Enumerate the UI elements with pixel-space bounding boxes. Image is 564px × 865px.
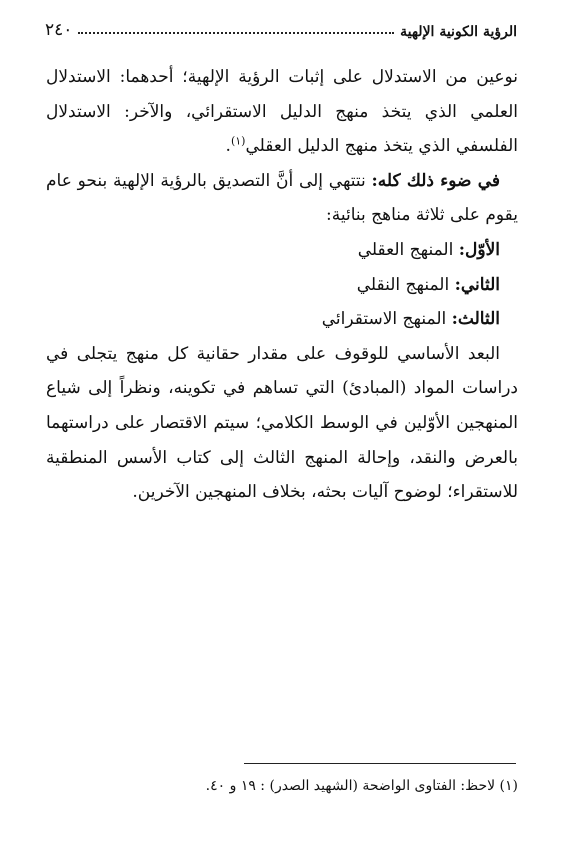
page-header <box>45 14 517 40</box>
paragraph-1-text: نوعين من الاستدلال على إثبات الرؤية الإلهية؛ أحدهما: الاستدلال العلمي الذي يتخذ منهج الدليل الاستقرائي، والآخر: الاستدلال الفلسفي الذي يتخذ منهج الدليل العقلي <box>46 67 518 157</box>
paragraph-1-end: . <box>225 136 231 157</box>
dotted-leader <box>78 32 394 34</box>
paragraph-2-text: نتتهي إلى أنَّ التصديق بالرؤية الإلهية بنحو عام يقوم على ثلاثة مناهج بنائية: <box>46 170 518 226</box>
list-item-second <box>46 268 518 303</box>
list-item-third-text: المنهج الاستقرائي <box>321 309 452 330</box>
footnote-marker: (١) <box>230 134 246 148</box>
paragraph-1 <box>46 60 518 164</box>
body-text <box>46 60 518 510</box>
paragraph-3: البعد الأساسي للوقوف على مقدار حقانية كل منهج يتجلى في دراسات المواد (المبادئ) التي تساهم في تكوينه، ونظراً إلى شياع المنهجين الأوّلين في الوسط الكلامي؛ سيتم الاقتصار على دراستهما بالعرض والنقد، وإحالة المنهج الثالث إلى كتاب الأسس المنطقية للاستقراء؛ لوضوح آليات بحثه، بخلاف المنهجين الآخرين. <box>46 343 518 503</box>
footnote: (١) لاحظ: الفتاوى الواضحة (الشهيد الصدر) : ١٩ و ٤٠. <box>205 778 518 794</box>
paragraph-2-lead: في ضوء ذلك كله: <box>371 170 500 191</box>
list-item-third <box>46 302 518 337</box>
list-item-second-text: المنهج النقلي <box>356 274 455 295</box>
page-number: ٢٤٠ <box>45 20 73 40</box>
list-item-first-text: المنهج العقلي <box>357 239 459 260</box>
paragraph-2 <box>46 164 518 233</box>
running-title: الرؤية الكونية الإلهية <box>400 24 517 40</box>
list-item-first <box>46 233 518 268</box>
list-item-second-label: الثاني: <box>454 274 500 295</box>
list-item-first-label: الأوّل: <box>458 239 500 260</box>
list-item-third-label: الثالث: <box>451 309 500 330</box>
footnote-separator <box>244 763 516 764</box>
